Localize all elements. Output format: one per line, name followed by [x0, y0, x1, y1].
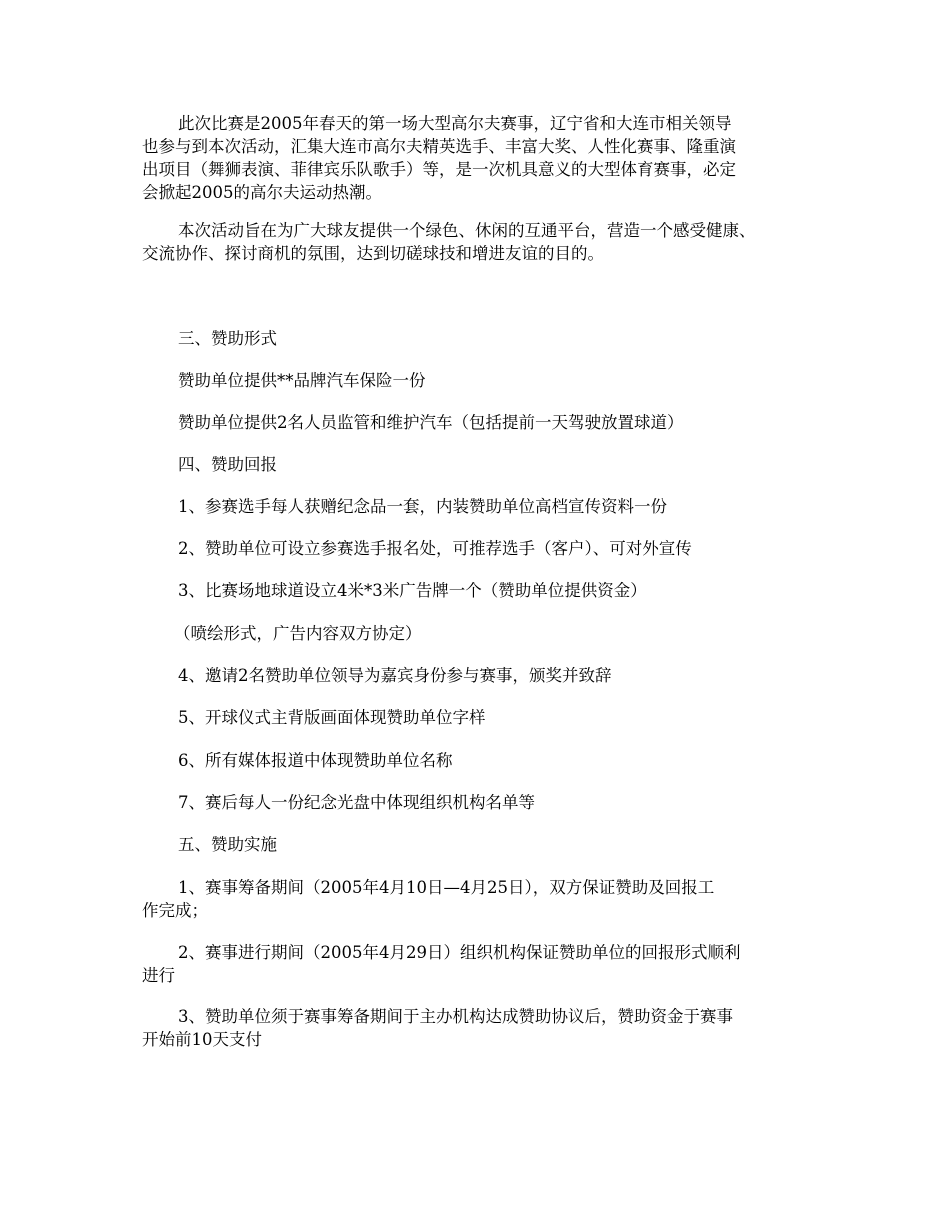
sponsorship-return-item: 2、赞助单位可设立参赛选手报名处，可推荐选手（客户）、可对外宣传 — [178, 539, 692, 558]
text-line: 作完成； — [142, 901, 208, 920]
sponsorship-return-item: 1、参赛选手每人获赠纪念品一套，内装赞助单位高档宣传资料一份 — [178, 497, 667, 516]
section-heading-sponsorship-implementation: 五、赞助实施 — [178, 835, 277, 854]
text-line: 2、赛事进行期间（2005年4月29日）组织机构保证赞助单位的回报形式顺利 — [178, 943, 741, 962]
text-line: 开始前10天支付 — [142, 1030, 262, 1049]
sponsorship-return-item: 6、所有媒体报道中体现赞助单位名称 — [178, 751, 453, 770]
intro-paragraph-1 — [142, 112, 832, 204]
text-line: 3、赞助单位须于赛事筹备期间于主办机构达成赞助协议后，赞助资金于赛事 — [178, 1007, 733, 1026]
text-line: 出项目（舞狮表演、菲律宾乐队歌手）等，是一次机具意义的大型体育赛事，必定 — [142, 160, 736, 179]
section-heading-sponsorship-return: 四、赞助回报 — [178, 455, 277, 474]
text-line: 此次比赛是2005年春天的第一场大型高尔夫赛事，辽宁省和大连市相关领导 — [178, 114, 732, 133]
sponsorship-form-item: 赞助单位提供2名人员监管和维护汽车（包括提前一天驾驶放置球道） — [178, 413, 684, 432]
text-line: 1、赛事筹备期间（2005年4月10日—4月25日），双方保证赞助及回报工 — [178, 878, 715, 897]
sponsorship-form-item: 赞助单位提供**品牌汽车保险一份 — [178, 371, 426, 390]
text-line: 交流协作、探讨商机的氛围，达到切磋球技和增进友谊的目的。 — [142, 244, 604, 263]
sponsorship-return-item: 4、邀请2名赞助单位领导为嘉宾身份参与赛事，颁奖并致辞 — [178, 666, 612, 685]
text-line: 进行 — [142, 966, 175, 985]
implementation-item — [142, 876, 832, 922]
text-line: 本次活动旨在为广大球友提供一个绿色、休闲的互通平台，营造一个感受健康、 — [178, 221, 756, 240]
sponsorship-return-item: 7、赛后每人一份纪念光盘中体现组织机构名单等 — [178, 793, 535, 812]
sponsorship-return-item: 3、比赛场地球道设立4米*3米广告牌一个（赞助单位提供资金） — [178, 581, 647, 600]
intro-paragraph-2 — [142, 219, 832, 265]
section-heading-sponsorship-form: 三、赞助形式 — [178, 329, 277, 348]
text-line: 也参与到本次活动，汇集大连市高尔夫精英选手、丰富大奖、人性化赛事、隆重演 — [142, 137, 736, 156]
implementation-item — [142, 1005, 832, 1051]
implementation-item — [142, 941, 832, 987]
sponsorship-return-item: 5、开球仪式主背版画面体现赞助单位字样 — [178, 708, 486, 727]
sponsorship-return-item: （喷绘形式，广告内容双方协定） — [174, 624, 422, 643]
text-line: 会掀起2005的高尔夫运动热潮。 — [142, 183, 382, 202]
